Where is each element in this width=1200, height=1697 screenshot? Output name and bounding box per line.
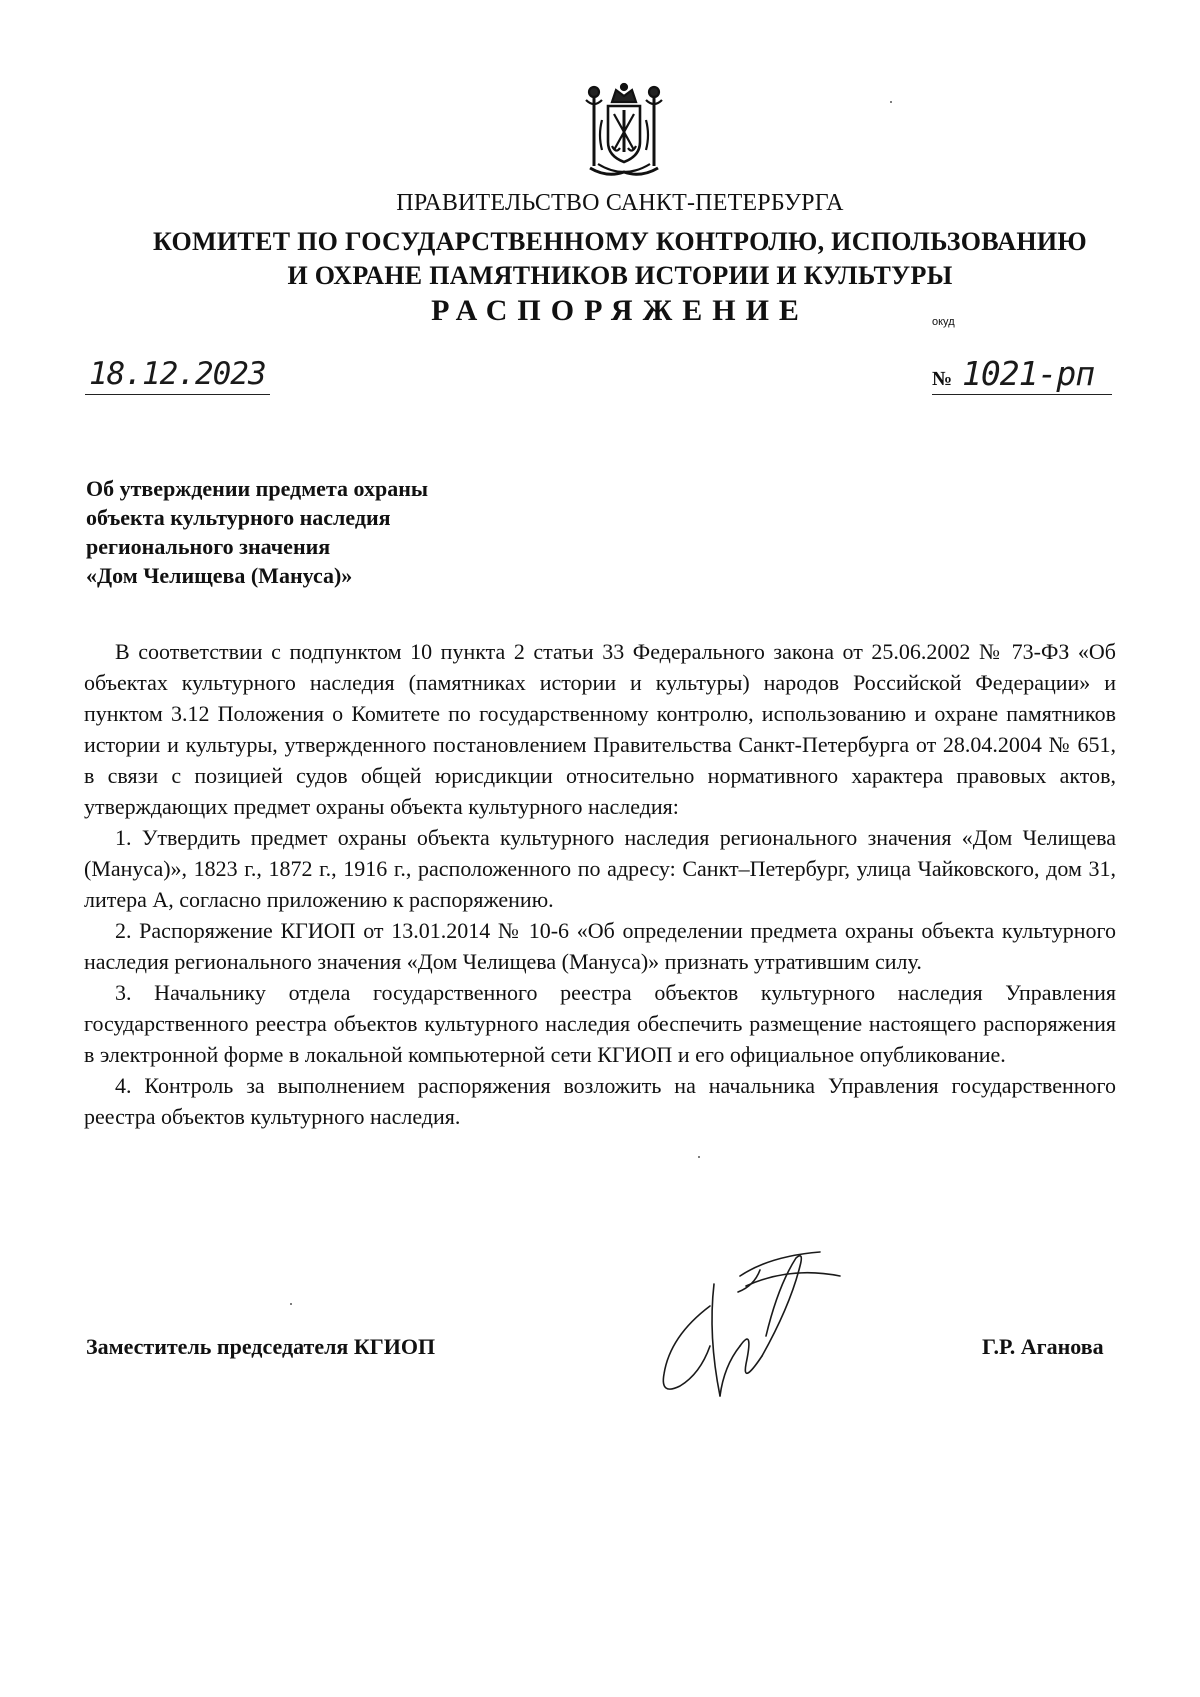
committee-name-line-1: КОМИТЕТ ПО ГОСУДАРСТВЕННОМУ КОНТРОЛЮ, ИСПОЛЬЗОВАНИЮ (153, 227, 1087, 256)
scan-speck (890, 101, 892, 103)
subject-line: объекта культурного наследия (86, 505, 391, 530)
number-field (932, 356, 1112, 395)
okud-label: окуд (932, 316, 955, 328)
order-item-3: 3. Начальнику отдела государственного реестра объектов культурного наследия Управления государственного реестра объектов культурного наследия обеспечить размещение настоящего распоряжения в электронной форме в локальной компьютерной сети КГИОП и его официальное опубликование. (84, 980, 1116, 1067)
document-date: 18.12.2023 (89, 356, 266, 392)
document-body (84, 636, 1116, 1132)
signatory-position: Заместитель председателя КГИОП (86, 1334, 436, 1359)
signatory-name: Г.Р. Аганова (982, 1334, 1104, 1359)
scan-speck (290, 1303, 292, 1305)
saint-petersburg-coat-of-arms-icon (572, 80, 676, 184)
handwritten-signature (650, 1246, 860, 1416)
document-type-title: РАСПОРЯЖЕНИЕ (431, 294, 809, 327)
subject-line: регионального значения (86, 534, 331, 559)
order-item-4: 4. Контроль за выполнением распоряжения возложить на начальника Управления государственного реестра объектов культурного наследия. (84, 1073, 1116, 1129)
committee-name-line-2: И ОХРАНЕ ПАМЯТНИКОВ ИСТОРИИ И КУЛЬТУРЫ (287, 261, 953, 290)
subject-line: Об утверждении предмета охраны (86, 476, 429, 501)
government-name: ПРАВИТЕЛЬСТВО САНКТ-ПЕТЕРБУРГА (396, 190, 844, 216)
order-item-2: 2. Распоряжение КГИОП от 13.01.2014 № 10-6 «Об определении предмета охраны объекта культурного наследия регионального значения «Дом Челищева (Мануса)» признать утратившим силу. (84, 918, 1116, 974)
preamble-paragraph: В соответствии с подпунктом 10 пункта 2 статьи 33 Федерального закона от 25.06.2002 № 73-ФЗ «Об объектах культурного наследия (памятниках истории и культуры) народов Российской Федерации» и пунктом 3.12 Положения о Комитете по государственному контролю, использованию и охране памятников истории и культуры, утвержденного постановлением Правительства Санкт-Петербурга от 28.04.2004 № 651, в связи с позицией судов общей юрисдикции относительно нормативного характера правовых актов, утверждающих предмет охраны объекта культурного наследия: (84, 639, 1116, 819)
document-subject (86, 474, 428, 590)
scan-speck (698, 1156, 700, 1158)
subject-line: «Дом Челищева (Мануса)» (86, 563, 353, 588)
order-item-1: 1. Утвердить предмет охраны объекта культурного наследия регионального значения «Дом Челищева (Мануса)», 1823 г., 1872 г., 1916 г., расположенного по адресу: Санкт–Петербург, улица Чайковского, дом 31, литера А, согласно приложению к распоряжению. (84, 825, 1116, 912)
number-sign: № (932, 368, 953, 390)
date-field (85, 358, 270, 395)
document-number: 1021-рп (962, 354, 1095, 393)
